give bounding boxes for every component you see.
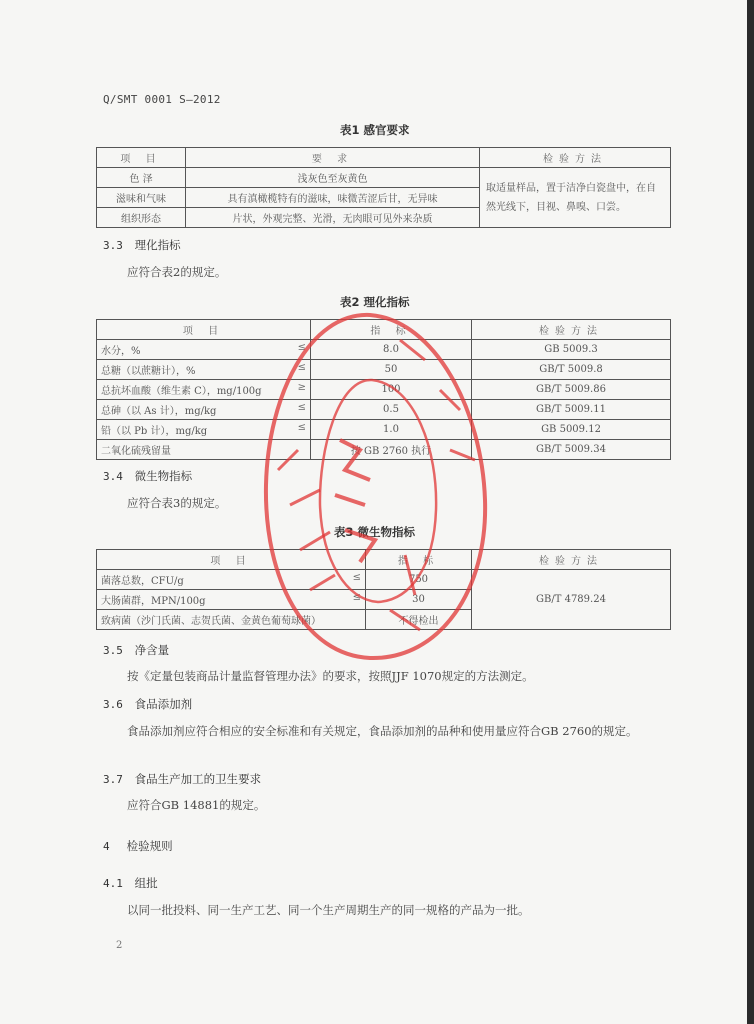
section-title: 净含量 [134, 643, 170, 657]
table-row [97, 168, 671, 188]
table2-cell-item [97, 360, 311, 380]
table2-cell-item [97, 340, 311, 360]
section-number: 4 [103, 840, 110, 853]
item-label: 水分，% [101, 346, 141, 357]
table-row [97, 420, 671, 440]
table2-cell-item [97, 380, 311, 400]
table2-cell-item [97, 400, 311, 420]
table2-cell-value: 50 [311, 360, 472, 380]
section-3-4-text: 应符合表3的规定。 [127, 496, 227, 510]
table1-cell-item: 滋味和气味 [97, 188, 186, 208]
table3-cell-value: 30 [366, 590, 472, 610]
table-row [97, 570, 671, 590]
section-4-heading [103, 838, 173, 854]
section-title: 微生物指标 [134, 469, 193, 483]
table1-cell-method: 取适量样品，置于洁净白瓷盘中，在自然光线下，目视、鼻嗅、口尝。 [480, 168, 671, 228]
table1-caption: 表1 感官要求 [340, 123, 410, 137]
table3-cell-item [97, 610, 366, 630]
table3-cell-value: 不得检出 [366, 610, 472, 630]
section-3-3-text: 应符合表2的规定。 [127, 265, 227, 279]
section-3-5-heading [103, 642, 169, 658]
item-label: 总砷（以 As 计），mg/kg [101, 406, 217, 417]
table-header-row [97, 148, 671, 168]
table3-header-method: 检验方法 [472, 550, 671, 570]
table2-cell-method: GB/T 5009.86 [472, 380, 671, 400]
table-row [97, 340, 671, 360]
section-4-1-heading [103, 875, 158, 891]
comparison-operator: ≥ [297, 382, 306, 393]
section-title: 食品生产加工的卫生要求 [134, 772, 262, 786]
section-number: 4.1 [103, 877, 123, 890]
section-title: 食品添加剂 [134, 697, 193, 711]
comparison-operator: ≤ [297, 402, 306, 413]
section-number: 3.5 [103, 644, 123, 657]
table2-header-item: 项 目 [97, 320, 311, 340]
table1-header-item: 项 目 [97, 148, 186, 168]
table2-caption: 表2 理化指标 [340, 295, 410, 309]
table2-cell-value: 1.0 [311, 420, 472, 440]
table3-caption: 表3 微生物指标 [334, 525, 416, 539]
table3-cell-value: 750 [366, 570, 472, 590]
section-number: 3.3 [103, 239, 123, 252]
table2-cell-method: GB 5009.3 [472, 340, 671, 360]
table1-cell-item: 色 泽 [97, 168, 186, 188]
item-label: 大肠菌群，MPN/100g [101, 596, 206, 607]
table-row [97, 400, 671, 420]
table2-cell-item [97, 440, 311, 460]
page-number: 2 [116, 940, 123, 951]
table1-cell-item: 组织形态 [97, 208, 186, 228]
section-number: 3.7 [103, 773, 123, 786]
table2-cell-method: GB/T 5009.11 [472, 400, 671, 420]
table3-microbiological [96, 549, 671, 630]
section-number: 3.6 [103, 698, 123, 711]
item-label: 致病菌（沙门氏菌、志贺氏菌、金黄色葡萄球菌） [101, 616, 321, 627]
section-4-1-text: 以同一批投料、同一生产工艺、同一个生产周期生产的同一规格的产品为一批。 [127, 903, 530, 917]
section-title: 理化指标 [134, 238, 181, 252]
table1-cell-requirement: 片状，外观完整、光滑，无肉眼可见外来杂质 [186, 208, 480, 228]
table2-cell-method: GB/T 5009.8 [472, 360, 671, 380]
section-title: 检验规则 [126, 839, 173, 853]
item-label: 二氧化硫残留量 [101, 446, 171, 457]
section-3-6-heading [103, 696, 192, 712]
table3-cell-method: GB/T 4789.24 [472, 570, 671, 630]
table2-cell-value: 100 [311, 380, 472, 400]
section-3-4-heading [103, 468, 192, 484]
standard-number: Q/SMT 0001 S—2012 [103, 93, 221, 106]
table2-cell-value: 0.5 [311, 400, 472, 420]
section-number: 3.4 [103, 470, 123, 483]
table-header-row [97, 320, 671, 340]
table1-cell-requirement: 浅灰色至灰黄色 [186, 168, 480, 188]
item-label: 总糖（以蔗糖计），% [101, 366, 196, 377]
table2-cell-method: GB 5009.12 [472, 420, 671, 440]
table2-cell-method: GB/T 5009.34 [472, 440, 671, 460]
table-row [97, 360, 671, 380]
table2-physicochemical [96, 319, 671, 460]
table2-header-value: 指 标 [311, 320, 472, 340]
table3-cell-item [97, 570, 366, 590]
item-label: 菌落总数，CFU/g [101, 576, 184, 587]
section-title: 组批 [134, 876, 158, 890]
comparison-operator: ≤ [352, 572, 361, 583]
section-3-3-heading [103, 237, 181, 253]
table-header-row [97, 550, 671, 570]
table1-header-method: 检验方法 [480, 148, 671, 168]
table2-cell-value: 8.0 [311, 340, 472, 360]
section-3-7-heading [103, 771, 261, 787]
table3-cell-item [97, 590, 366, 610]
table1-header-requirement: 要 求 [186, 148, 480, 168]
comparison-operator: ≤ [297, 342, 306, 353]
table-row [97, 380, 671, 400]
table1-sensory [96, 147, 671, 228]
table2-cell-value: 按 GB 2760 执行 [311, 440, 472, 460]
section-3-7-text: 应符合GB 14881的规定。 [127, 798, 266, 812]
table1-cell-requirement: 具有滇橄榄特有的滋味，味微苦涩后甘，无异味 [186, 188, 480, 208]
scan-edge [747, 0, 754, 1024]
table3-header-item: 项 目 [97, 550, 366, 570]
item-label: 总抗坏血酸（维生素 C），mg/100g [101, 386, 262, 397]
section-3-5-text: 按《定量包装商品计量监督管理办法》的要求，按照JJF 1070规定的方法测定。 [127, 669, 534, 683]
table2-header-method: 检验方法 [472, 320, 671, 340]
comparison-operator: ≤ [297, 422, 306, 433]
table3-header-value: 指 标 [366, 550, 472, 570]
item-label: 铅（以 Pb 计），mg/kg [101, 426, 208, 437]
table2-cell-item [97, 420, 311, 440]
comparison-operator: ≤ [297, 362, 306, 373]
table-row [97, 440, 671, 460]
comparison-operator: ≤ [352, 592, 361, 603]
section-3-6-text: 食品添加剂应符合相应的安全标准和有关规定，食品添加剂的品种和使用量应符合GB 2760的规定。 [127, 724, 638, 738]
